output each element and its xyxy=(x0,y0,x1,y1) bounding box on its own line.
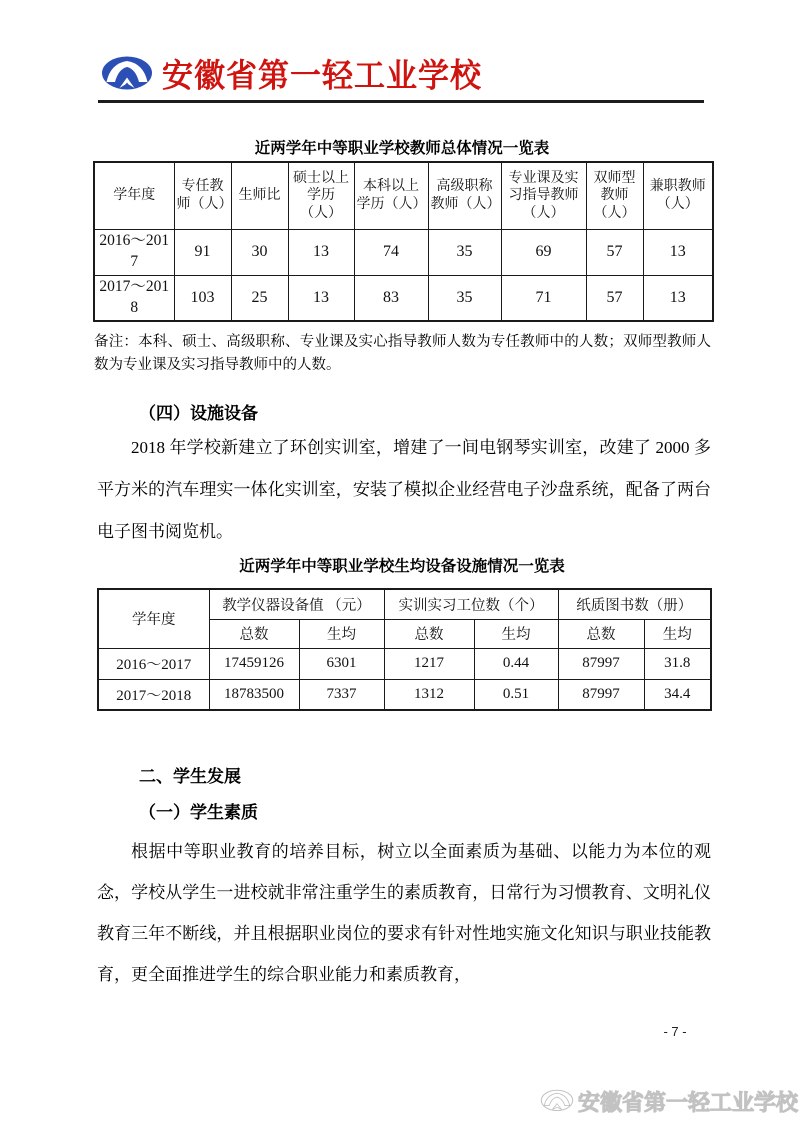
value-cell: 1312 xyxy=(384,679,474,710)
table-row xyxy=(98,679,711,710)
subcol-per-student: 生均 xyxy=(644,619,711,648)
teacher-table-title: 近两学年中等职业学校教师总体情况一览表 xyxy=(254,140,550,157)
table-row xyxy=(94,229,713,275)
teacher-table-header-row xyxy=(94,162,713,229)
students-paragraph: 根据中等职业教育的培养目标，树立以全面素质为基础、以能力为本位的观念，学校从学生一进校就非常注重学生的素质教育，日常行为习惯教育、文明礼仪教育三年不断线，并且根据职业岗位的要求有针对性地实施文化知识与职业技能教育，更全面推进学生的综合职业能力和素质教育， xyxy=(97,842,711,984)
table-row xyxy=(94,275,713,321)
value-cell: 13 xyxy=(288,229,354,275)
col-bachelors-degree: 本科以上学历（人） xyxy=(354,162,428,229)
subcol-per-student: 生均 xyxy=(474,619,558,648)
year-cell: 2016～2017 xyxy=(98,648,209,679)
value-cell: 57 xyxy=(586,275,643,321)
subcol-per-student: 生均 xyxy=(299,619,384,648)
value-cell: 35 xyxy=(428,229,501,275)
col-senior-title: 高级职称教师（人） xyxy=(428,162,501,229)
section-heading-quality: （一）学生素质 xyxy=(139,803,258,822)
section-heading-facilities: （四）设施设备 xyxy=(139,404,258,423)
watermark-logo-icon xyxy=(540,1083,574,1119)
value-cell: 18783500 xyxy=(209,679,299,710)
subcol-total: 总数 xyxy=(384,619,474,648)
col-academic-year: 学年度 xyxy=(98,589,209,648)
value-cell: 31.8 xyxy=(644,648,711,679)
value-cell: 1217 xyxy=(384,648,474,679)
equipment-table-title: 近两学年中等职业学校生均设备设施情况一览表 xyxy=(239,558,565,575)
subcol-total: 总数 xyxy=(209,619,299,648)
value-cell: 25 xyxy=(231,275,288,321)
facilities-paragraph: 2018 年学校新建立了环创实训室，增建了一间电钢琴实训室，改建了 2000 多平方米的汽车理实一体化实训室，安装了模拟企业经营电子沙盘系统，配备了两台电子图书阅览机。 xyxy=(97,438,711,541)
value-cell: 6301 xyxy=(299,648,384,679)
value-cell: 17459126 xyxy=(209,648,299,679)
value-cell: 30 xyxy=(231,229,288,275)
value-cell: 71 xyxy=(501,275,586,321)
page-number: - 7 - xyxy=(663,1024,687,1039)
value-cell: 103 xyxy=(174,275,231,321)
group-training-stations: 实训实习工位数（个） xyxy=(384,589,558,619)
equipment-header-row-1 xyxy=(98,589,711,619)
col-academic-year: 学年度 xyxy=(94,162,174,229)
value-cell: 0.44 xyxy=(474,648,558,679)
col-student-teacher-ratio: 生师比 xyxy=(231,162,288,229)
value-cell: 34.4 xyxy=(644,679,711,710)
value-cell: 13 xyxy=(643,229,713,275)
subcol-total: 总数 xyxy=(558,619,644,648)
teacher-overview-table xyxy=(93,161,714,322)
value-cell: 87997 xyxy=(558,679,644,710)
watermark-text: 安徽省第一轻工业学校 xyxy=(577,1089,798,1115)
value-cell: 35 xyxy=(428,275,501,321)
school-logo-icon xyxy=(101,55,153,93)
value-cell: 13 xyxy=(288,275,354,321)
col-fulltime-teachers: 专任教师（人） xyxy=(174,162,231,229)
col-professional-course: 专业课及实习指导教师（人） xyxy=(501,162,586,229)
group-instrument-value: 教学仪器设备值 （元） xyxy=(209,589,384,619)
header-divider xyxy=(98,100,704,103)
value-cell: 13 xyxy=(643,275,713,321)
year-cell: 2017～2018 xyxy=(98,679,209,710)
equipment-table xyxy=(97,588,712,711)
col-dual-qualified: 双师型教师（人） xyxy=(586,162,643,229)
table-note: 备注：本科、硕士、高级职称、专业课及实心指导教师人数为专任教师中的人数；双师型教师人数为专业课及实习指导教师中的人数。 xyxy=(94,334,711,373)
value-cell: 74 xyxy=(354,229,428,275)
group-paper-books: 纸质图书数（册） xyxy=(558,589,711,619)
value-cell: 69 xyxy=(501,229,586,275)
col-masters-degree: 硕士以上学历（人） xyxy=(288,162,354,229)
year-cell: 2017～2018 xyxy=(94,275,174,321)
value-cell: 87997 xyxy=(558,648,644,679)
value-cell: 91 xyxy=(174,229,231,275)
year-cell: 2016～2017 xyxy=(94,229,174,275)
value-cell: 7337 xyxy=(299,679,384,710)
value-cell: 83 xyxy=(354,275,428,321)
school-name: 安徽省第一轻工业学校 xyxy=(162,57,482,95)
section-heading-students: 二、学生发展 xyxy=(139,767,241,786)
footer-watermark xyxy=(540,1080,798,1122)
value-cell: 0.51 xyxy=(474,679,558,710)
value-cell: 57 xyxy=(586,229,643,275)
table-row xyxy=(98,648,711,679)
col-parttime: 兼职教师（人） xyxy=(643,162,713,229)
